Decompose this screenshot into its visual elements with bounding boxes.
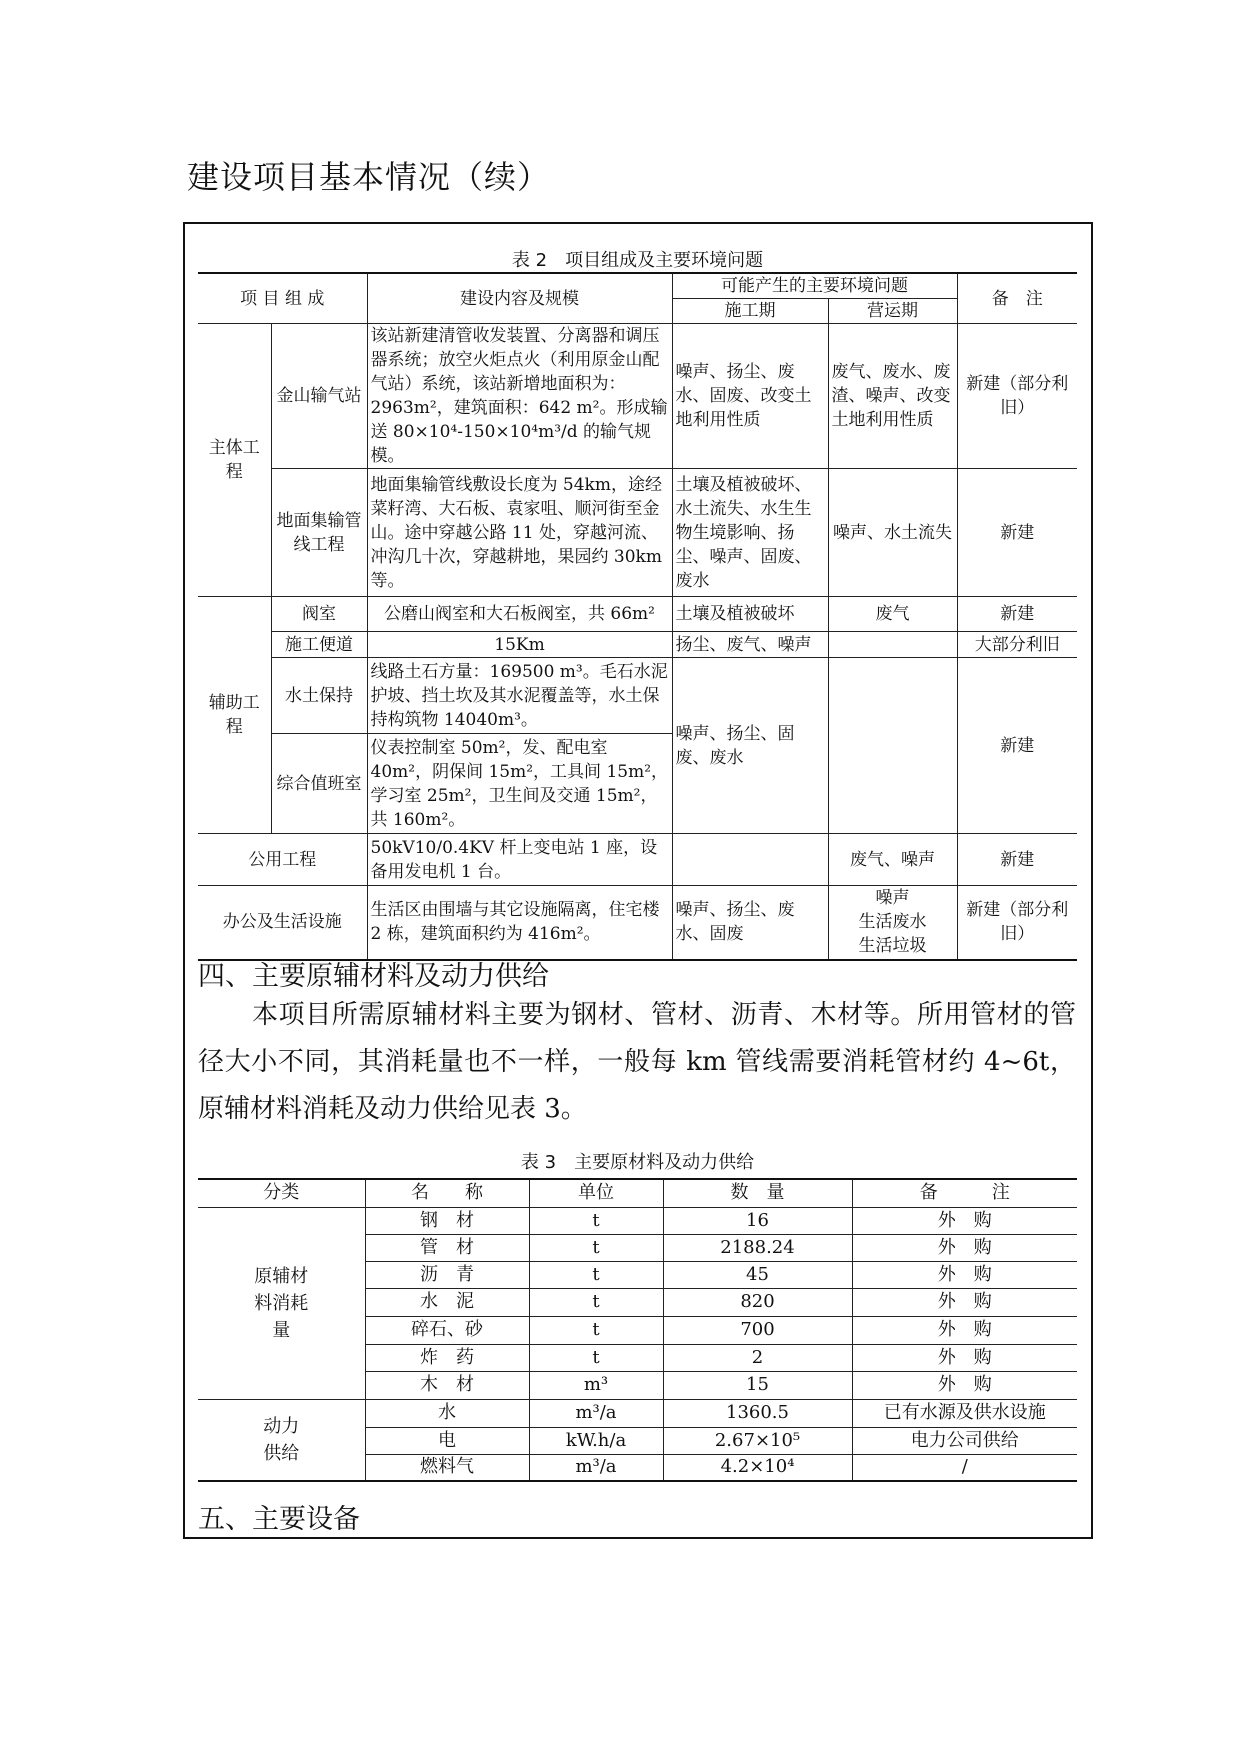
header-operation: 营运期 <box>828 299 957 324</box>
row-construction: 扬尘、废气、噪声 <box>672 632 828 658</box>
aux-operation <box>828 658 957 834</box>
t3-note: 已有水源及供水设施 <box>852 1399 1077 1427</box>
t3-header: 数 量 <box>663 1179 852 1207</box>
t3-qty: 1360.5 <box>663 1399 852 1427</box>
row-operation: 噪声 生活废水 生活垃圾 <box>828 886 957 960</box>
row-note: 新建 <box>957 597 1077 632</box>
row-operation: 噪声、水土流失 <box>828 469 957 597</box>
table3-materials <box>198 1178 1077 1482</box>
t3-unit: t <box>529 1207 663 1234</box>
t3-note: 外 购 <box>852 1207 1077 1234</box>
t3-qty: 16 <box>663 1207 852 1234</box>
t3-header: 分类 <box>198 1179 365 1207</box>
t3-name: 木 材 <box>365 1371 529 1399</box>
t3-qty: 2188.24 <box>663 1234 852 1261</box>
t3-unit: m³ <box>529 1371 663 1399</box>
section5-heading: 五、主要设备 <box>198 1504 360 1535</box>
t3-name: 水 泥 <box>365 1288 529 1316</box>
row-operation: 废气、废水、废渣、噪声、改变土地利用性质 <box>828 324 957 469</box>
row-name: 阀室 <box>271 597 367 632</box>
t3-header: 备 注 <box>852 1179 1077 1207</box>
t3-note: 外 购 <box>852 1234 1077 1261</box>
row-name: 水土保持 <box>271 658 367 734</box>
row-operation <box>828 632 957 658</box>
row-note: 新建（部分利旧） <box>957 324 1077 469</box>
row-content: 15Km <box>367 632 672 658</box>
t3-qty: 700 <box>663 1316 852 1344</box>
t3-note: 电力公司供给 <box>852 1427 1077 1454</box>
group-office: 办公及生活设施 <box>198 886 367 960</box>
t3-note: 外 购 <box>852 1261 1077 1288</box>
row-content: 生活区由围墙与其它设施隔离，住宅楼 2 栋，建筑面积约为 416m²。 <box>367 886 672 960</box>
t3-qty: 4.2×10⁴ <box>663 1454 852 1481</box>
row-operation: 废气 <box>828 597 957 632</box>
t3-note: 外 购 <box>852 1371 1077 1399</box>
t3-name: 钢 材 <box>365 1207 529 1234</box>
row-name: 施工便道 <box>271 632 367 658</box>
table2-project-composition <box>198 272 1077 961</box>
t3-group-materials: 原辅材料消耗量 <box>198 1207 365 1399</box>
row-note: 新建 <box>957 834 1077 886</box>
t3-group-power: 动力供给 <box>198 1399 365 1481</box>
header-note: 备 注 <box>957 273 1077 324</box>
t3-qty: 2 <box>663 1344 852 1371</box>
row-name: 综合值班室 <box>271 734 367 834</box>
t3-name: 管 材 <box>365 1234 529 1261</box>
group-aux: 辅助工程 <box>198 597 271 834</box>
t3-header: 名 称 <box>365 1179 529 1207</box>
t3-note: 外 购 <box>852 1316 1077 1344</box>
section4-heading: 四、主要原辅材料及动力供给 <box>198 961 549 992</box>
row-note: 新建 <box>957 469 1077 597</box>
t3-unit: m³/a <box>529 1454 663 1481</box>
t3-note: 外 购 <box>852 1288 1077 1316</box>
t3-note: / <box>852 1454 1077 1481</box>
t3-header: 单位 <box>529 1179 663 1207</box>
t3-unit: m³/a <box>529 1399 663 1427</box>
row-note: 新建（部分利旧） <box>957 886 1077 960</box>
row-content: 公磨山阀室和大石板阀室，共 66m² <box>367 597 672 632</box>
group-main: 主体工程 <box>198 324 271 597</box>
row-construction: 噪声、扬尘、废水、固废、改变土地利用性质 <box>672 324 828 469</box>
row-name: 金山输气站 <box>271 324 367 469</box>
row-note: 大部分利旧 <box>957 632 1077 658</box>
row-content: 仪表控制室 50m²，发、配电室 40m²，阴保间 15m²，工具间 15m²，学习室 25m²，卫生间及交通 15m²，共 160m²。 <box>367 734 672 834</box>
t3-unit: kW.h/a <box>529 1427 663 1454</box>
header-issues: 可能产生的主要环境问题 <box>672 273 957 299</box>
t3-name: 水 <box>365 1399 529 1427</box>
table2-caption: 表 2 项目组成及主要环境问题 <box>511 250 764 271</box>
group-public: 公用工程 <box>198 834 367 886</box>
header-content: 建设内容及规模 <box>367 273 672 324</box>
t3-note: 外 购 <box>852 1344 1077 1371</box>
header-project: 项 目 组 成 <box>198 273 367 324</box>
header-construction: 施工期 <box>672 299 828 324</box>
t3-name: 炸 药 <box>365 1344 529 1371</box>
row-content: 该站新建清管收发装置、分离器和调压器系统；放空火炬点火（利用原金山配气站）系统，该站新增地面积为：2963m²，建筑面积：642 m²。形成输送 80×10⁴-150×10⁴m³/d 的输气规模。 <box>367 324 672 469</box>
t3-qty: 45 <box>663 1261 852 1288</box>
t3-name: 碎石、砂 <box>365 1316 529 1344</box>
row-content: 地面集输管线敷设长度为 54km，途经菜籽湾、大石板、袁家咀、顺河街至金山。途中穿越公路 11 处，穿越河流、冲沟几十次，穿越耕地，果园约 30km 等。 <box>367 469 672 597</box>
aux-note: 新建 <box>957 658 1077 834</box>
row-construction <box>672 834 828 886</box>
page-title: 建设项目基本情况（续） <box>187 158 551 196</box>
row-content: 50kV10/0.4KV 杆上变电站 1 座，设备用发电机 1 台。 <box>367 834 672 886</box>
row-construction: 噪声、扬尘、废水、固废 <box>672 886 828 960</box>
section4-paragraph: 本项目所需原辅材料主要为钢材、管材、沥青、木材等。所用管材的管径大小不同，其消耗量也不一样，一般每 km 管线需要消耗管材约 4~6t，原辅材料消耗及动力供给见表 3。 <box>198 1000 1076 1124</box>
row-operation: 废气、噪声 <box>828 834 957 886</box>
t3-name: 沥 青 <box>365 1261 529 1288</box>
t3-name: 电 <box>365 1427 529 1454</box>
row-content: 线路土石方量：169500 m³。毛石水泥护坡、挡土坎及其水泥覆盖等，水土保持构筑物 14040m³。 <box>367 658 672 734</box>
aux-construction: 噪声、扬尘、固废、废水 <box>672 658 828 834</box>
row-construction: 土壤及植被破坏 <box>672 597 828 632</box>
row-construction: 土壤及植被破坏、水土流失、水生生物生境影响、扬尘、噪声、固废、废水 <box>672 469 828 597</box>
t3-unit: t <box>529 1344 663 1371</box>
t3-unit: t <box>529 1288 663 1316</box>
t3-name: 燃料气 <box>365 1454 529 1481</box>
row-name: 地面集输管线工程 <box>271 469 367 597</box>
t3-unit: t <box>529 1234 663 1261</box>
t3-qty: 15 <box>663 1371 852 1399</box>
t3-unit: t <box>529 1316 663 1344</box>
t3-qty: 820 <box>663 1288 852 1316</box>
table3-caption: 表 3 主要原材料及动力供给 <box>520 1152 755 1173</box>
t3-unit: t <box>529 1261 663 1288</box>
t3-qty: 2.67×10⁵ <box>663 1427 852 1454</box>
